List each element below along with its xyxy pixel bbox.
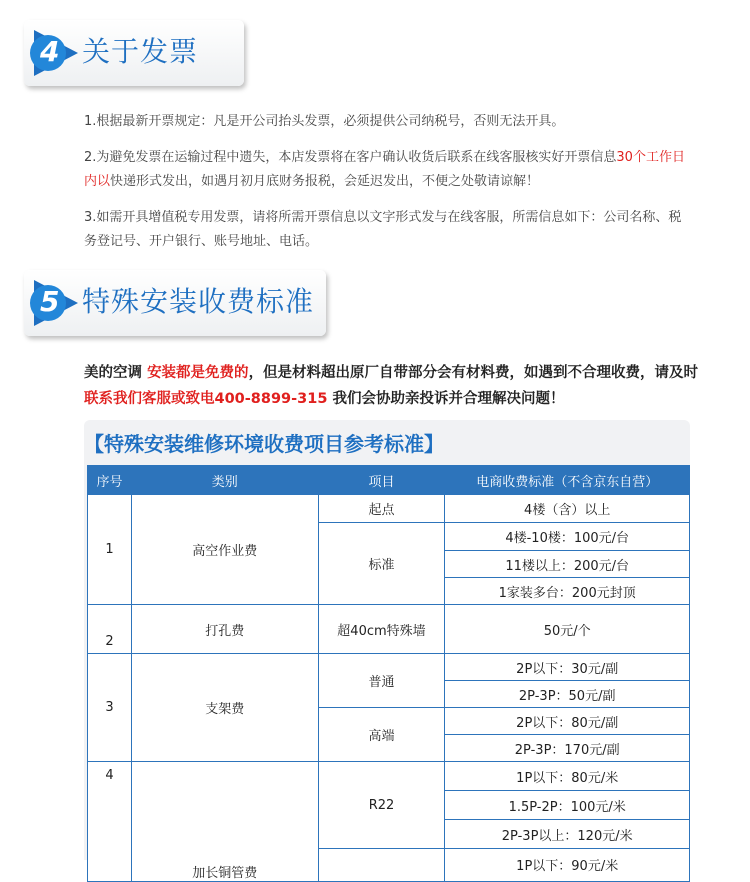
section-4-banner [24,20,244,86]
invoice-paragraph-2 [84,146,690,194]
header-item: 项目 [318,466,445,495]
row-price: 2P-3P：50元/副 [445,681,690,708]
row-price: 1.5P-2P：100元/米 [445,791,690,820]
row-price: 1P以下：90元/米 [445,849,690,882]
row-item: 普通 [318,654,445,708]
row-price: 50元/个 [445,605,690,654]
row-item: 标准 [318,523,445,605]
table-row [88,654,690,681]
section-4-title: 关于发票 [82,35,199,68]
table-row [88,762,690,791]
invoice-p2-rest: 快递形式发出，如遇月初月底财务报税，会延迟发出，不便之处敬请谅解！ [110,174,540,189]
section-5-badge [28,276,82,330]
row-price: 2P以下：80元/副 [445,708,690,735]
table-header-row [88,466,690,495]
invoice-paragraph-3: 3.如需开具增值税专用发票，请将所需开票信息以文字形式发与在线客服，所需信息如下：公司名称、税务登记号、开户银行、账号地址、电话。 [84,210,682,249]
row-price: 2P-3P以上：120元/米 [445,820,690,849]
invoice-p2-text: 2.为避免发票在运输过程中遗失，本店发票将在客户确认收货后联系在线客服核实好开票信息 [84,150,617,165]
row-no: 1 [88,495,132,605]
invoice-paragraph-1: 1.根据最新开票规定：凡是开公司抬头发票，必须提供公司纳税号，否则无法开具。 [84,114,565,129]
row-price: 2P-3P：170元/副 [445,735,690,762]
section-5-title: 特殊安装收费标准 [82,285,315,318]
table-row [88,605,690,654]
row-no: 4 [88,762,132,882]
row-item: 起点 [318,495,445,523]
section-4-number: 4 [40,35,60,68]
row-price: 4楼-10楼：100元/台 [445,523,690,551]
row-price: 2P以下：30元/副 [445,654,690,681]
installation-notice [84,360,704,412]
header-no: 序号 [88,466,132,495]
notice-text-a: 美的空调 [84,365,148,381]
row-category: 支架费 [131,654,318,762]
notice-contact-hotline: 联系我们客服或致电400-8899-315 [84,391,328,407]
notice-text-c: ，但是材料超出原厂自带部分会有材料费，如遇到不合理收费，请及时 [248,365,699,381]
invoice-p2-highlight: 30个工作日内以 [84,150,685,189]
header-price: 电商收费标准（不含京东自营） [445,466,690,495]
row-item [318,849,445,882]
row-no: 2 [88,605,132,654]
row-no: 3 [88,654,132,762]
row-price: 4楼（含）以上 [445,495,690,523]
fee-table [87,465,690,882]
row-category: 加长铜管费 [131,762,318,882]
row-price: 1家装多台：200元封顶 [445,578,690,605]
row-price: 1P以下：80元/米 [445,762,690,791]
header-category: 类别 [131,466,318,495]
row-item: R22 [318,762,445,849]
row-category: 打孔费 [131,605,318,654]
row-category: 高空作业费 [131,495,318,605]
notice-text-e: 我们会协助亲投诉并合理解决问题！ [327,391,565,407]
section-4-badge [28,26,82,80]
fee-table-title: 【特殊安装维修环境收费项目参考标准】 [84,432,444,456]
row-item: 高端 [318,708,445,762]
table-row [88,495,690,523]
section-5-banner [24,270,326,336]
row-item: 超40cm特殊墙 [318,605,445,654]
section-5-number: 5 [40,285,60,318]
notice-free-install: 安装都是免费的 [147,365,249,381]
fee-table-panel [84,420,690,881]
row-price: 11楼以上：200元/台 [445,551,690,578]
